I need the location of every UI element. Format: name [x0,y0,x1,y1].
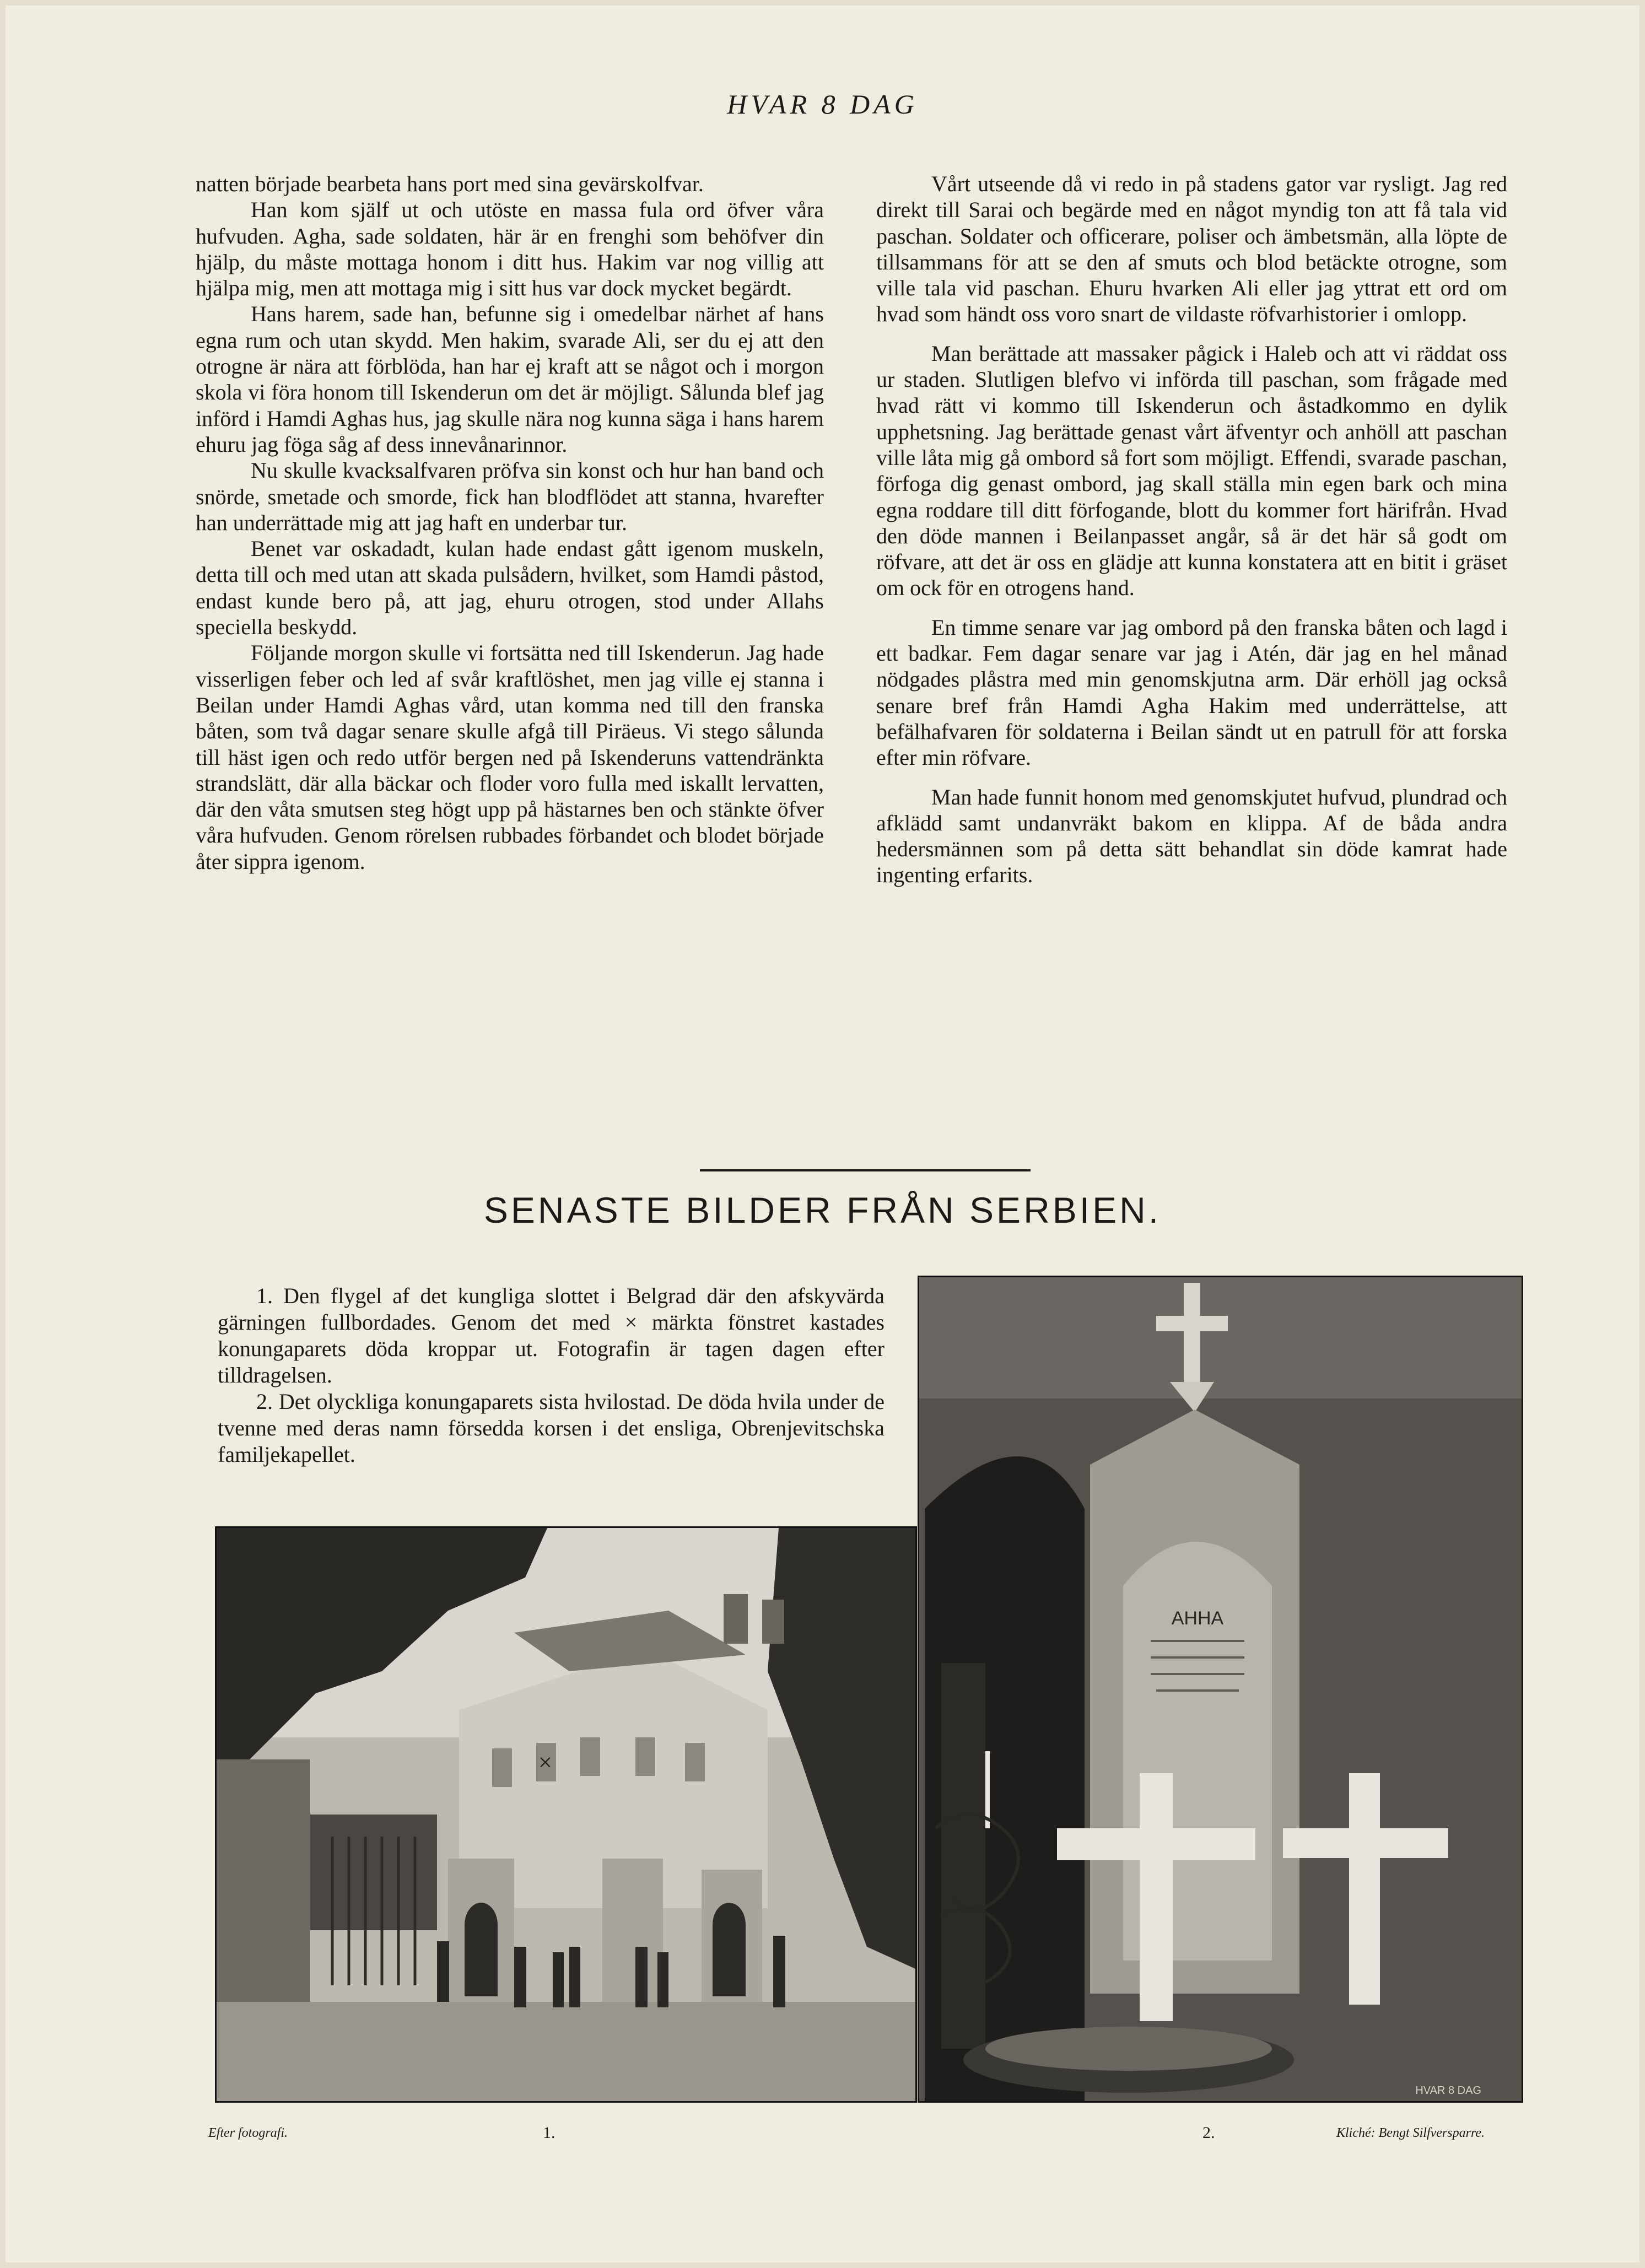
photo-palace-wing [215,1526,917,2103]
photo-chapel-graves [918,1276,1523,2103]
paragraph: Benet var oskadadt, kulan hade endast gått igenom muskeln, detta till och med utan att skada pulsådern, hvilket, som Hamdi påstod, endast kunde bero på, att jag, ehuru otrogen, stod under Allahs speciella beskydd. [196,536,824,640]
paragraph: Följande morgon skulle vi fortsätta ned till Iskenderun. Jag hade visserligen feber och led af svår kraftlöshet, men jag ville ej stanna i Beilan under Hamdi Aghas vård, utan komma ned till den franska båten, som två dagar senare skulle afgå till Piräeus. Vi stego sålunda till häst igen och redo utför bergen ned på Iskenderuns vattendränkta strandslätt, där alla bäckar och floder voro fulla med iskallt lervatten, där den våta smutsen steg högt upp på hästarnes ben och stänkte öfver våra hufvuden. Genom rörelsen rubbades förbandet och blodet började åter sippra igenom. [196,640,824,874]
cliche-credit: Kliché: Bengt Silfversparre. [1336,2126,1485,2140]
paragraph: Hans harem, sade han, befunne sig i omedelbar närhet af hans egna rum och utan skydd. Men hakim, svarade Ali, ser du ej att den otrogne är nära att förblöda, han har ej kraft att se något och i morgon skola vi föra honom till Iskenderun om det är möjligt. Sålunda blef jag införd i Hamdi Aghas hus, jag skulle nära nog kunna säga i hans harem ehuru jag föga såg af dess innevånarinnor. [196,301,824,457]
palace-illustration [217,1528,915,2101]
plaque-name: АННА [1171,1608,1224,1629]
running-title: HVAR 8 DAG [727,89,918,120]
photo-credit: HVAR 8 DAG [1415,2085,1481,2097]
window-x-mark: × [538,1749,552,1776]
article-column-right [876,171,1507,888]
photo-captions [218,1283,884,1468]
paragraph: natten började bearbeta hans port med sina gevärskolfvar. [196,171,704,196]
paragraph: Han kom själf ut och utöste en massa fula ord öfver våra hufvuden. Agha, sade soldaten, här är en frenghi som behöfver din hjälp, du måste mottaga honom i ditt hus. Hakim var nog villig att hjälpa mig, men att mottaga mig i sitt hus var dock mycket begärdt. [196,197,824,301]
section-title: SENASTE BILDER FRÅN SERBIEN. [483,1190,1162,1230]
section-divider [700,1169,1031,1171]
paragraph: Man berättade att massaker pågick i Haleb och att vi räddat oss ur staden. Slutligen blefvo vi införda till paschan, som frågade med hvad rätt vi kommo till Iskenderun och åstadkommo en dylik upphetsning. Jag berättade genast vårt äfventyr och anhöll att paschan ville låta mig gå ombord så fort som möjligt. Effendi, svarade paschan, förfoga dig genast ombord, jag skall ställa min egen bark och mina egna roddare till ditt förfogande, blott du kommer fort härifrån. Hvad den döde mannen i Beilanpasset angår, så är det här så godt om röfvare, att det är oss en glädje att kunna konstatera att en bitit i gräset om ock för en otrogens hand. [876,341,1507,601]
photo-number-1: 1. [543,2124,555,2142]
paragraph: Nu skulle kvacksalfvaren pröfva sin konst och hur han band och snörde, smetade och smorde, fick han blodflödet att stanna, hvarefter han underrättade mig att jag haft en underbar tur. [196,458,824,535]
paragraph: Vårt utseende då vi redo in på stadens gator var rysligt. Jag red direkt till Sarai och begärde med en något myndig ton att få tala vid paschan. Soldater och officerare, poliser och ämbetsmän, alla löpte de tillsammans för att se den af smuts och blod betäckte otrogne, som ville tala vid paschan. Ehuru hvarken Ali eller jag yttrat ett ord om hvad som händt oss voro snart de vildaste röfvarhistorier i omlopp. [876,171,1507,327]
article-column-left [196,171,824,874]
paragraph: Man hade funnit honom med genomskjutet hufvud, plundrad och afklädd samt undanvräkt bakom en klippa. Af de båda andra hedersmännen som på detta sätt behandlat sin döde kamrat hade ingenting erfarits. [876,784,1507,888]
source-note: Efter fotografi. [208,2126,288,2140]
photo-number-2: 2. [1202,2124,1215,2142]
chapel-illustration [919,1277,1522,2101]
caption-2: 2. Det olyckliga konungaparets sista hvilostad. De döda hvila under de tvenne med deras namn försedda korsen i det ensliga, Obrenjevitschska familjekapellet. [218,1389,884,1467]
paragraph: En timme senare var jag ombord på den franska båten och lagd i ett badkar. Fem dagar senare var jag i Atén, där jag en hel månad nödgades plåstra med min genomskjutna arm. Där erhöll jag också senare bref från Hamdi Agha Hakim med underrättelse, att befälhafvaren för soldaterna i Beilan sändt ut en patrull för att forska efter min röfvare. [876,614,1507,770]
caption-1: 1. Den flygel af det kungliga slottet i Belgrad där den afskyvärda gärningen fullbordades. Genom det med × märkta fönstret kastades konungaparets döda kroppar ut. Fotografin är tagen dagen efter tilldragelsen. [218,1283,884,1387]
